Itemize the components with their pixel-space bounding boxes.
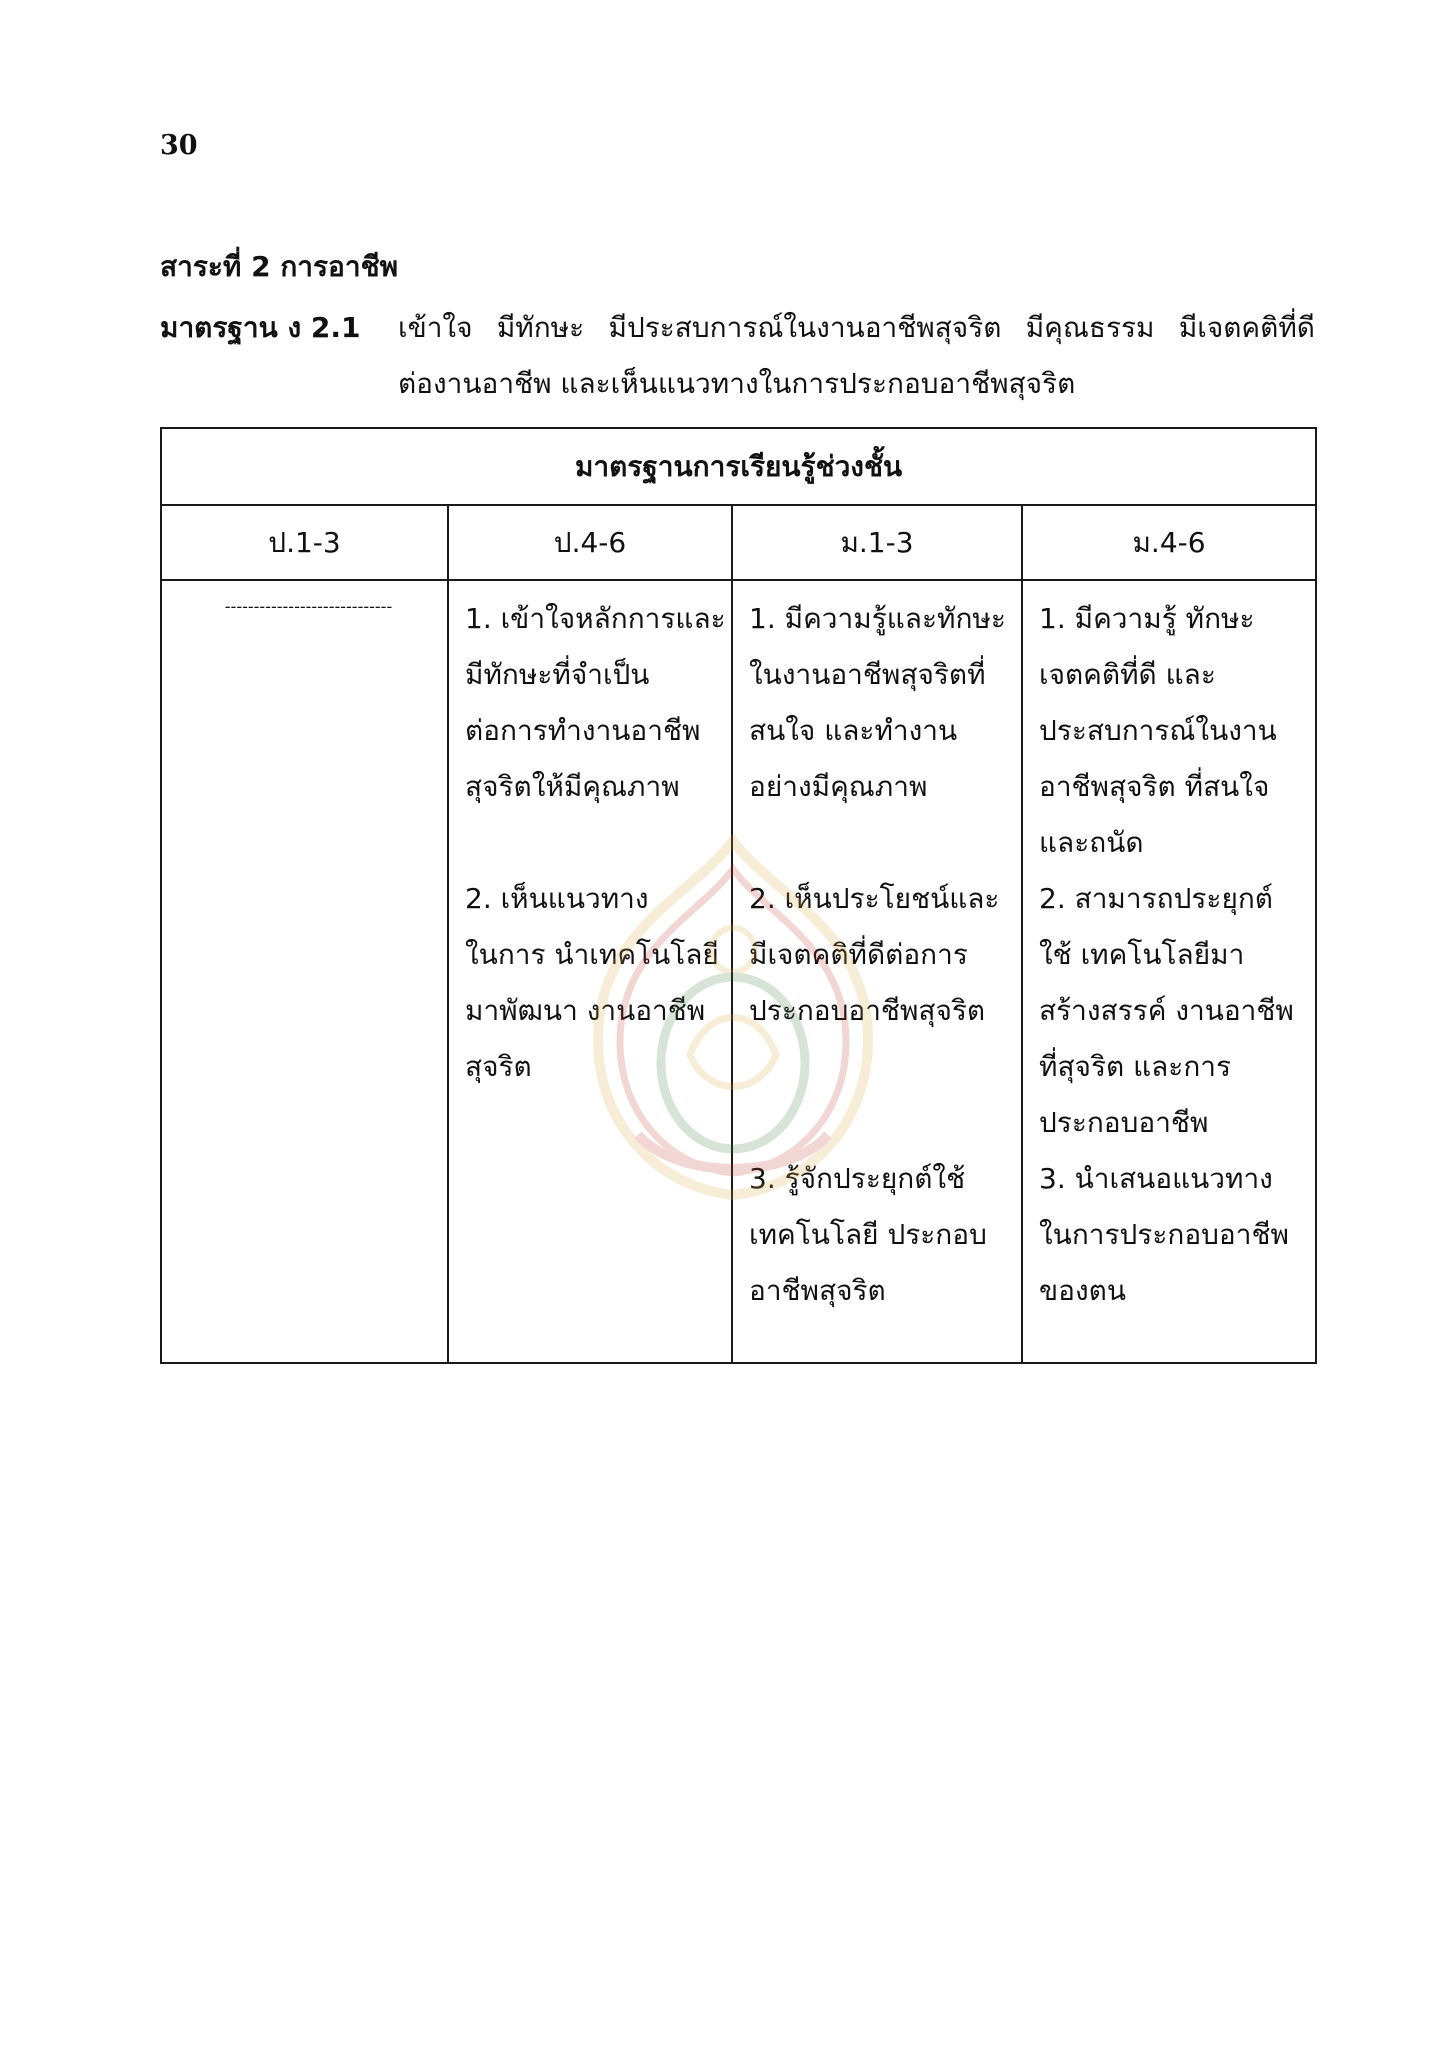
standard-word: มีทักษะ [496, 311, 585, 344]
grade-header-p4-6: ป.4-6 [448, 505, 732, 580]
standard-item-line: สร้างสรรค์ งานอาชีพ [1039, 994, 1294, 1027]
standard-item-line: เจตคติที่ดี และ [1039, 658, 1216, 691]
standard-item-line: ต่อการทำงานอาชีพ [465, 714, 701, 747]
standard-item-line: สุจริตให้มีคุณภาพ [465, 770, 680, 803]
standard-description-line [398, 300, 1315, 356]
table-caption: มาตรฐานการเรียนรู้ช่วงชั้น [161, 428, 1316, 505]
grade-header-m4-6: ม.4-6 [1022, 505, 1316, 580]
standard-item-line: สุจริต [465, 1050, 532, 1083]
standard-item-line: ประกอบอาชีพสุจริต [749, 994, 986, 1027]
standard-description-line: ต่องานอาชีพ และเห็นแนวทางในการประกอบอาชีพสุจริต [398, 367, 1076, 400]
standard-item-line: 1. เข้าใจหลักการและ [465, 602, 726, 635]
standard-item-line: 3. นำเสนอแนวทาง [1039, 1162, 1273, 1195]
standard-item-line: 3. รู้จักประยุกต์ใช้ [749, 1162, 966, 1195]
item-spacer [749, 1095, 1013, 1151]
content-cell-p1-3 [161, 580, 448, 1363]
standard-item-line: ประกอบอาชีพ [1039, 1106, 1209, 1139]
item-spacer [749, 1039, 1013, 1095]
standard-item-line: ที่สุจริต และการ [1039, 1050, 1232, 1083]
standard-item-line: ของตน [1039, 1274, 1126, 1307]
content-cell-m1-3 [732, 580, 1022, 1363]
standard-item-line: 2. สามารถประยุกต์ [1039, 882, 1273, 915]
page-number: 30 [160, 130, 198, 161]
standard-code: มาตรฐาน ง 2.1 [160, 311, 361, 344]
item-spacer [465, 815, 723, 871]
standard-item-line: อาชีพสุจริต [749, 1274, 886, 1307]
standard-word: มีคุณธรรม [1025, 311, 1155, 344]
standard-item-line: ในการ นำเทคโนโลยี [465, 938, 719, 971]
standard-item-line: ในการประกอบอาชีพ [1039, 1218, 1289, 1251]
grade-header-p1-3: ป.1-3 [161, 505, 448, 580]
learning-standards-table [160, 427, 1317, 1364]
item-spacer [749, 815, 1013, 871]
standard-item-line: ในงานอาชีพสุจริตที่ [749, 658, 986, 691]
standard-word: มีประสบการณ์ในงานอาชีพสุจริต [608, 311, 1002, 344]
standard-item-line: มีทักษะที่จำเป็น [465, 658, 650, 691]
standard-item-line: 1. มีความรู้ ทักษะ [1039, 602, 1255, 635]
standard-description [398, 300, 1315, 412]
standard-item-line: 1. มีความรู้และทักษะ [749, 602, 1006, 635]
standard-item-line: 2. เห็นประโยชน์และ [749, 882, 1000, 915]
content-cell-m4-6 [1022, 580, 1316, 1363]
strand-title: สาระที่ 2 การอาชีพ [160, 250, 399, 283]
standard-item-line: อย่างมีคุณภาพ [749, 770, 928, 803]
standard-word: เข้าใจ [398, 311, 473, 344]
content-cell-p4-6 [448, 580, 732, 1363]
empty-dash-line: ----------------------------- [224, 597, 393, 616]
standard-item-line: 2. เห็นแนวทาง [465, 882, 649, 915]
grade-header-m1-3: ม.1-3 [732, 505, 1022, 580]
standard-item-line: มาพัฒนา งานอาชีพ [465, 994, 706, 1027]
standard-item-line: อาชีพสุจริต ที่สนใจ [1039, 770, 1270, 803]
standard-word: มีเจตคติที่ดี [1178, 311, 1315, 344]
standard-item-line: และถนัด [1039, 826, 1144, 859]
standard-item-line: เทคโนโลยี ประกอบ [749, 1218, 987, 1251]
standard-item-line: ใช้ เทคโนโลยีมา [1039, 938, 1245, 971]
standard-item-line: สนใจ และทำงาน [749, 714, 958, 747]
standard-item-line: มีเจตคติที่ดีต่อการ [749, 938, 968, 971]
standard-item-line: ประสบการณ์ในงาน [1039, 714, 1277, 747]
